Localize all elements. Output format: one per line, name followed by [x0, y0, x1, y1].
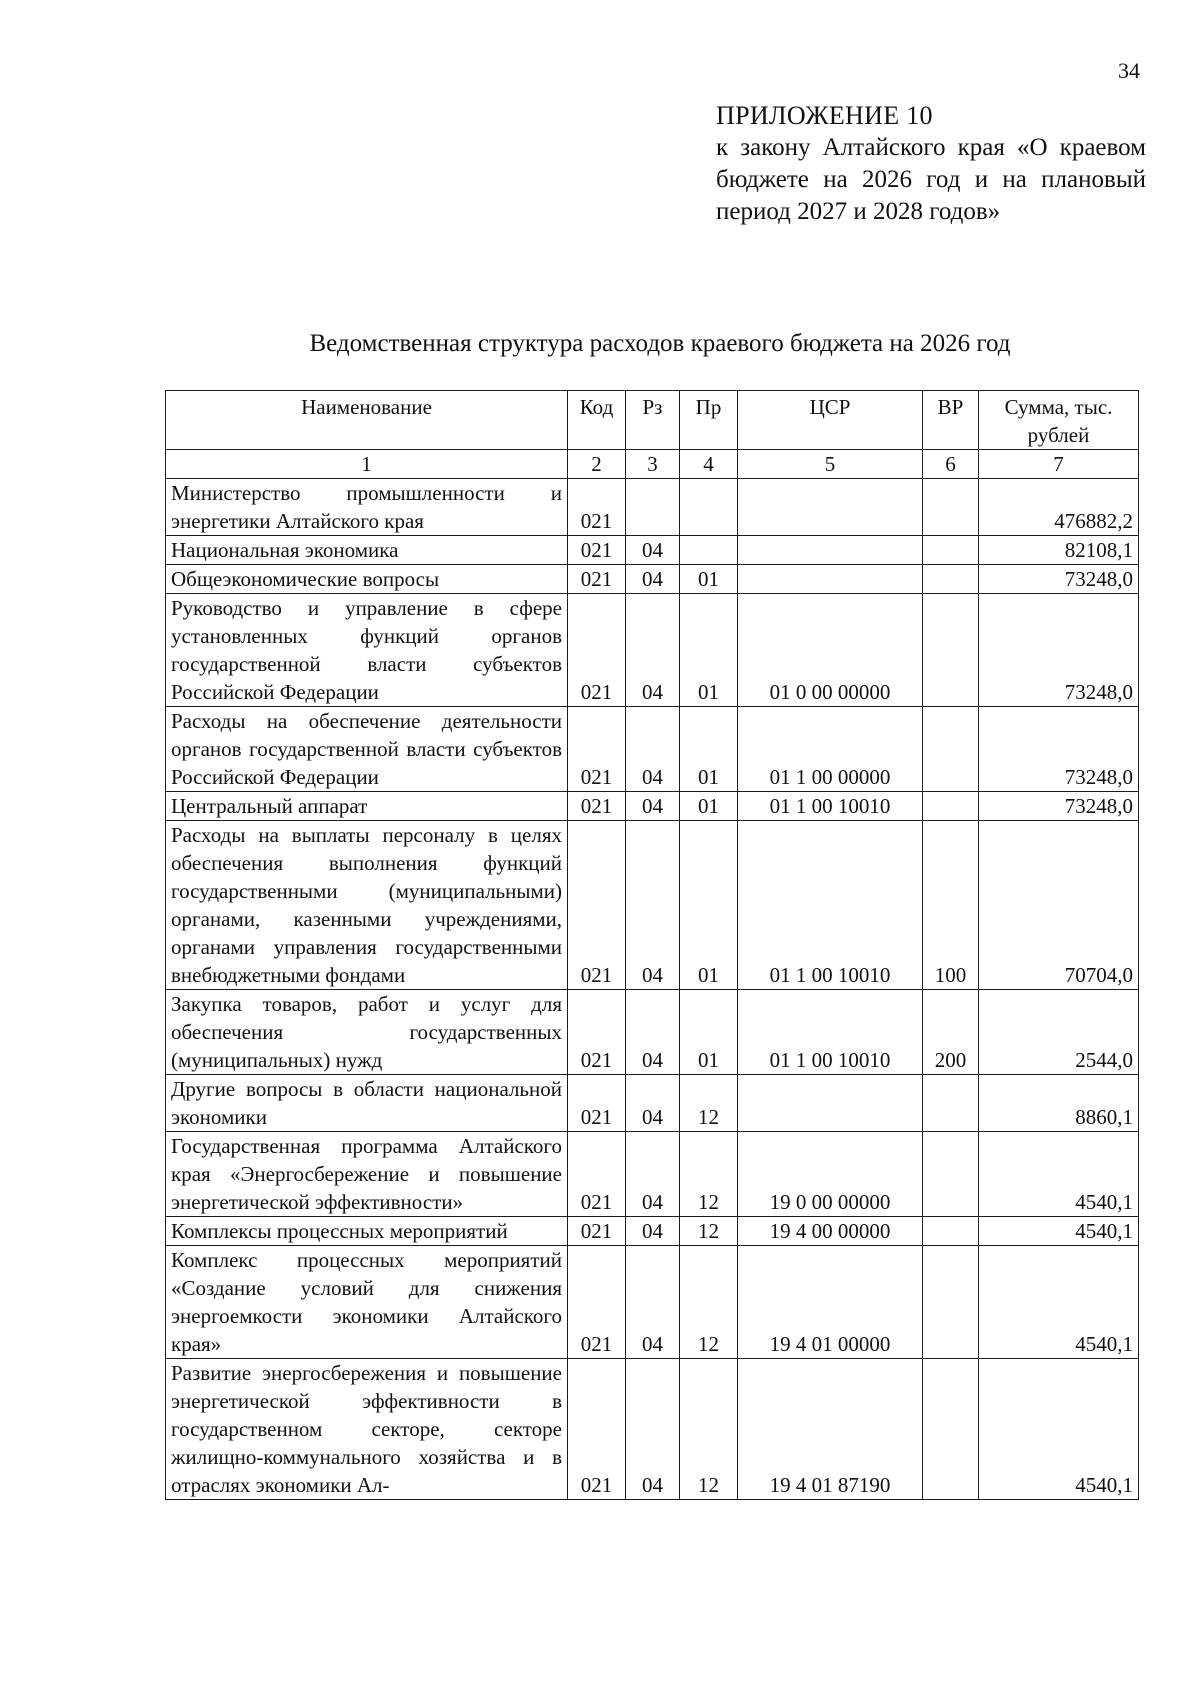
- cell-sum: 73248,0: [979, 565, 1139, 594]
- header-cell-rz: Рз: [626, 391, 680, 450]
- table-row: [166, 1246, 1139, 1359]
- budget-table: [165, 390, 1139, 1500]
- cell-pr: 12: [680, 1132, 738, 1217]
- cell-kod: 021: [568, 479, 626, 536]
- cell-sum: 4540,1: [979, 1246, 1139, 1359]
- cell-sum: 4540,1: [979, 1132, 1139, 1217]
- cell-csr: [738, 536, 923, 565]
- cell-rz: 04: [626, 990, 680, 1075]
- table-body: [166, 479, 1139, 1500]
- cell-csr: 01 1 00 00000: [738, 707, 923, 792]
- cell-pr: 01: [680, 707, 738, 792]
- cell-name: Руководство и управление в сфере установленных функций органов государственной власти субъектов Российской Федерации: [166, 594, 568, 707]
- cell-pr: 01: [680, 594, 738, 707]
- table-row: [166, 792, 1139, 821]
- cell-kod: 021: [568, 536, 626, 565]
- cell-csr: 19 4 01 87190: [738, 1359, 923, 1500]
- column-number: 4: [680, 450, 738, 479]
- cell-name: Комплексы процессных мероприятий: [166, 1217, 568, 1246]
- cell-pr: 01: [680, 792, 738, 821]
- cell-kod: 021: [568, 1217, 626, 1246]
- cell-vr: [923, 536, 979, 565]
- cell-rz: 04: [626, 821, 680, 990]
- cell-sum: 73248,0: [979, 594, 1139, 707]
- cell-sum: 476882,2: [979, 479, 1139, 536]
- table-row: [166, 536, 1139, 565]
- cell-rz: 04: [626, 565, 680, 594]
- cell-pr: 12: [680, 1075, 738, 1132]
- cell-vr: [923, 594, 979, 707]
- cell-rz: [626, 479, 680, 536]
- cell-csr: 01 0 00 00000: [738, 594, 923, 707]
- cell-rz: 04: [626, 594, 680, 707]
- cell-kod: 021: [568, 1132, 626, 1217]
- column-number: 1: [166, 450, 568, 479]
- table-header: [166, 391, 1139, 479]
- cell-sum: 70704,0: [979, 821, 1139, 990]
- cell-kod: 021: [568, 594, 626, 707]
- cell-kod: 021: [568, 990, 626, 1075]
- cell-kod: 021: [568, 565, 626, 594]
- cell-name: Министерство промышленности и энергетики Алтайского края: [166, 479, 568, 536]
- table-row: [166, 707, 1139, 792]
- header-cell-sum: Сумма, тыс. рублей: [979, 391, 1139, 450]
- cell-pr: 01: [680, 821, 738, 990]
- cell-sum: 4540,1: [979, 1217, 1139, 1246]
- cell-name: Комплекс процессных мероприятий «Создание условий для снижения энергоемкости экономики Алтайского края»: [166, 1246, 568, 1359]
- cell-sum: 73248,0: [979, 792, 1139, 821]
- header-row: [166, 391, 1139, 450]
- cell-rz: 04: [626, 707, 680, 792]
- cell-vr: [923, 792, 979, 821]
- cell-vr: [923, 1132, 979, 1217]
- cell-csr: 19 4 01 00000: [738, 1246, 923, 1359]
- header-cell-pr: Пр: [680, 391, 738, 450]
- appendix-heading: ПРИЛОЖЕНИЕ 10: [716, 101, 933, 130]
- cell-pr: 01: [680, 990, 738, 1075]
- cell-name: Развитие энергосбережения и повышение энергетической эффективности в государственном секторе, секторе жилищно-коммунального хозяйства и в отраслях экономики Ал-: [166, 1359, 568, 1500]
- cell-rz: 04: [626, 1075, 680, 1132]
- header-cell-csr: ЦСР: [738, 391, 923, 450]
- cell-name: Другие вопросы в области национальной экономики: [166, 1075, 568, 1132]
- cell-kod: 021: [568, 1359, 626, 1500]
- table-row: [166, 479, 1139, 536]
- appendix-header: [716, 100, 1146, 228]
- column-number: 5: [738, 450, 923, 479]
- cell-csr: [738, 1075, 923, 1132]
- cell-kod: 021: [568, 707, 626, 792]
- cell-name: Государственная программа Алтайского края «Энергосбережение и повышение энергетической эффективности»: [166, 1132, 568, 1217]
- cell-kod: 021: [568, 1246, 626, 1359]
- header-cell-kod: Код: [568, 391, 626, 450]
- cell-csr: 01 1 00 10010: [738, 821, 923, 990]
- cell-vr: [923, 1075, 979, 1132]
- cell-csr: 01 1 00 10010: [738, 990, 923, 1075]
- cell-rz: 04: [626, 1217, 680, 1246]
- cell-sum: 8860,1: [979, 1075, 1139, 1132]
- header-cell-vr: ВР: [923, 391, 979, 450]
- table-row: [166, 821, 1139, 990]
- cell-vr: [923, 707, 979, 792]
- cell-vr: [923, 1359, 979, 1500]
- cell-vr: [923, 1246, 979, 1359]
- cell-sum: 82108,1: [979, 536, 1139, 565]
- page-number: 34: [1118, 58, 1140, 83]
- cell-csr: [738, 479, 923, 536]
- cell-vr: [923, 479, 979, 536]
- cell-name: Центральный аппарат: [166, 792, 568, 821]
- cell-name: Расходы на выплаты персоналу в целях обеспечения выполнения функций государственными (муниципальными) органами, казенными учреждениями, органами управления государственными внебюджетными фондами: [166, 821, 568, 990]
- cell-csr: [738, 565, 923, 594]
- table-row: [166, 565, 1139, 594]
- cell-sum: 2544,0: [979, 990, 1139, 1075]
- cell-sum: 73248,0: [979, 707, 1139, 792]
- cell-rz: 04: [626, 536, 680, 565]
- cell-pr: [680, 536, 738, 565]
- column-number: 6: [923, 450, 979, 479]
- cell-kod: 021: [568, 1075, 626, 1132]
- column-number: 2: [568, 450, 626, 479]
- column-number: 3: [626, 450, 680, 479]
- appendix-subtitle: к закону Алтайского края «О краевом бюджете на 2026 год и на плановый период 2027 и 2028 годов»: [716, 134, 1146, 225]
- table-row: [166, 1359, 1139, 1500]
- cell-csr: 19 4 00 00000: [738, 1217, 923, 1246]
- cell-vr: [923, 565, 979, 594]
- cell-pr: 12: [680, 1217, 738, 1246]
- cell-name: Национальная экономика: [166, 536, 568, 565]
- table-row: [166, 594, 1139, 707]
- table-row: [166, 1217, 1139, 1246]
- cell-csr: 01 1 00 10010: [738, 792, 923, 821]
- cell-kod: 021: [568, 821, 626, 990]
- table-row: [166, 990, 1139, 1075]
- column-number-row: [166, 450, 1139, 479]
- cell-csr: 19 0 00 00000: [738, 1132, 923, 1217]
- cell-name: Закупка товаров, работ и услуг для обеспечения государственных (муниципальных) нужд: [166, 990, 568, 1075]
- cell-name: Общеэкономические вопросы: [166, 565, 568, 594]
- cell-sum: 4540,1: [979, 1359, 1139, 1500]
- cell-rz: 04: [626, 1132, 680, 1217]
- header-cell-name: Наименование: [166, 391, 568, 450]
- cell-pr: [680, 479, 738, 536]
- document-title: Ведомственная структура расходов краевого бюджета на 2026 год: [309, 330, 1011, 357]
- cell-vr: 100: [923, 821, 979, 990]
- cell-vr: 200: [923, 990, 979, 1075]
- cell-name: Расходы на обеспечение деятельности органов государственной власти субъектов Российской Федерации: [166, 707, 568, 792]
- cell-vr: [923, 1217, 979, 1246]
- cell-pr: 12: [680, 1246, 738, 1359]
- table-row: [166, 1132, 1139, 1217]
- column-number: 7: [979, 450, 1139, 479]
- cell-rz: 04: [626, 1359, 680, 1500]
- cell-kod: 021: [568, 792, 626, 821]
- cell-rz: 04: [626, 792, 680, 821]
- cell-pr: 12: [680, 1359, 738, 1500]
- cell-pr: 01: [680, 565, 738, 594]
- cell-rz: 04: [626, 1246, 680, 1359]
- table-row: [166, 1075, 1139, 1132]
